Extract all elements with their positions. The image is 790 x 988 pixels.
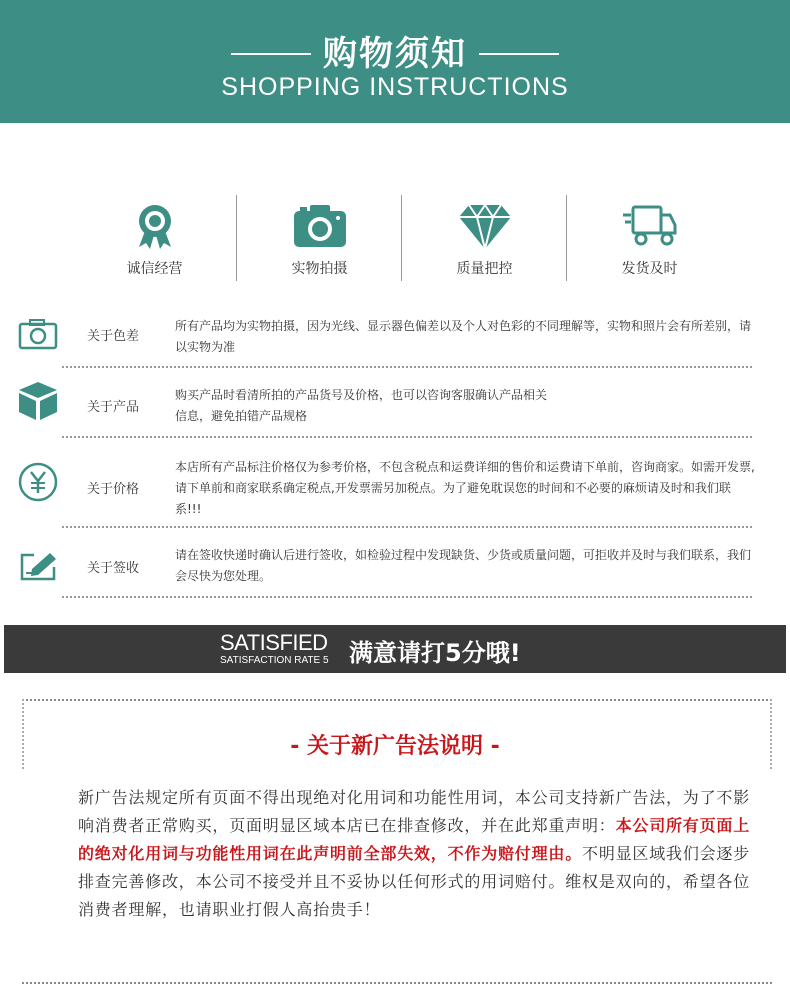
- notice-paragraph-2: 不明显区域我们会逐步排查完善修改，本公司不接受并且不妥协以任何形式的用词赔付。维权是双向的，希望各位消费者理解，也请职业打假人高抬贵手！: [78, 844, 751, 919]
- notice-paragraph-1: 新广告法规定所有页面不得出现绝对化用词和功能性用词，本公司支持新广告法，为了不影响消费者正常购买，页面明显区域本店已在排查修改，并在此郑重声明：: [78, 788, 751, 835]
- notice-highlight: 本公司所有页面上的绝对化用词与功能性用词在此声明前全部失效，不作为赔付理由。: [78, 816, 751, 863]
- info-text: 本店所有产品标注价格仅为参考价格，不包含税点和运费详细的售价和运费请下单前，咨询商家。如需开发票,请下单前和商家联系确定税点,开发票需另加税点。为了避免耽误您的时间和不必要的麻烦请及时和我们联系!!!: [175, 460, 755, 516]
- info-text-line2: 信息，避免拍错产品规格: [175, 409, 308, 423]
- banner-en-main: SATISFIED: [220, 630, 328, 655]
- title-row: [0, 34, 790, 74]
- info-row-product: [0, 382, 790, 432]
- box-icon: [18, 382, 58, 420]
- sign-pen-icon: [20, 551, 58, 581]
- camera-outline-icon: [18, 318, 58, 350]
- feature-label: 发货及时: [621, 261, 678, 277]
- feature-label: 诚信经营: [126, 261, 183, 277]
- diamond-icon: [459, 203, 511, 249]
- yen-circle-icon: [18, 462, 58, 502]
- page-title: 购物须知: [323, 34, 467, 74]
- page-subtitle: SHOPPING INSTRUCTIONS: [221, 73, 569, 101]
- delivery-truck-icon: [623, 203, 677, 247]
- feature-photo: [237, 195, 402, 283]
- award-ribbon-icon: [133, 203, 177, 249]
- info-text: 请在签收快递时确认后进行签收，如检验过程中发现缺货、少货或质量问题，可拒收并及时与我们联系，我们会尽快为您处理。: [175, 548, 752, 583]
- feature-integrity: [72, 195, 237, 283]
- notice-title: - 关于新广告法说明 -: [290, 734, 500, 759]
- feature-label: 实物拍摄: [291, 261, 348, 277]
- title-line-left: [231, 53, 311, 55]
- satisfied-banner: [4, 625, 786, 673]
- feature-strip: [72, 195, 732, 283]
- info-text: 所有产品均为实物拍摄，因为光线、显示器色偏差以及个人对色彩的不同理解等，实物和照片会有所差别，请以实物为准: [175, 319, 752, 354]
- info-key: 关于价格: [87, 482, 140, 497]
- banner-en-sub: SATISFACTION RATE 5: [220, 655, 329, 666]
- header-banner: [0, 0, 790, 123]
- notice-border-top: [22, 699, 772, 701]
- info-row-color: [0, 313, 790, 363]
- banner-cn: 满意请打5分哦!: [349, 639, 521, 667]
- info-key: 关于色差: [87, 329, 140, 344]
- notice-border-bottom: [22, 982, 772, 984]
- title-line-right: [479, 53, 559, 55]
- info-row-sign: [0, 545, 790, 595]
- dotted-divider: [62, 366, 752, 368]
- feature-delivery: [567, 195, 732, 283]
- camera-icon: [294, 203, 346, 247]
- dotted-divider: [62, 596, 752, 598]
- feature-label: 质量把控: [456, 261, 513, 277]
- dotted-divider: [62, 526, 752, 528]
- notice-body: [78, 784, 758, 924]
- dotted-divider: [62, 436, 752, 438]
- info-text-line1: 购买产品时看清所拍的产品货号及价格，也可以咨询客服确认产品相关: [175, 388, 548, 402]
- info-key: 关于产品: [87, 400, 140, 415]
- info-row-price: [0, 455, 790, 520]
- info-key: 关于签收: [87, 561, 140, 576]
- feature-quality: [402, 195, 567, 283]
